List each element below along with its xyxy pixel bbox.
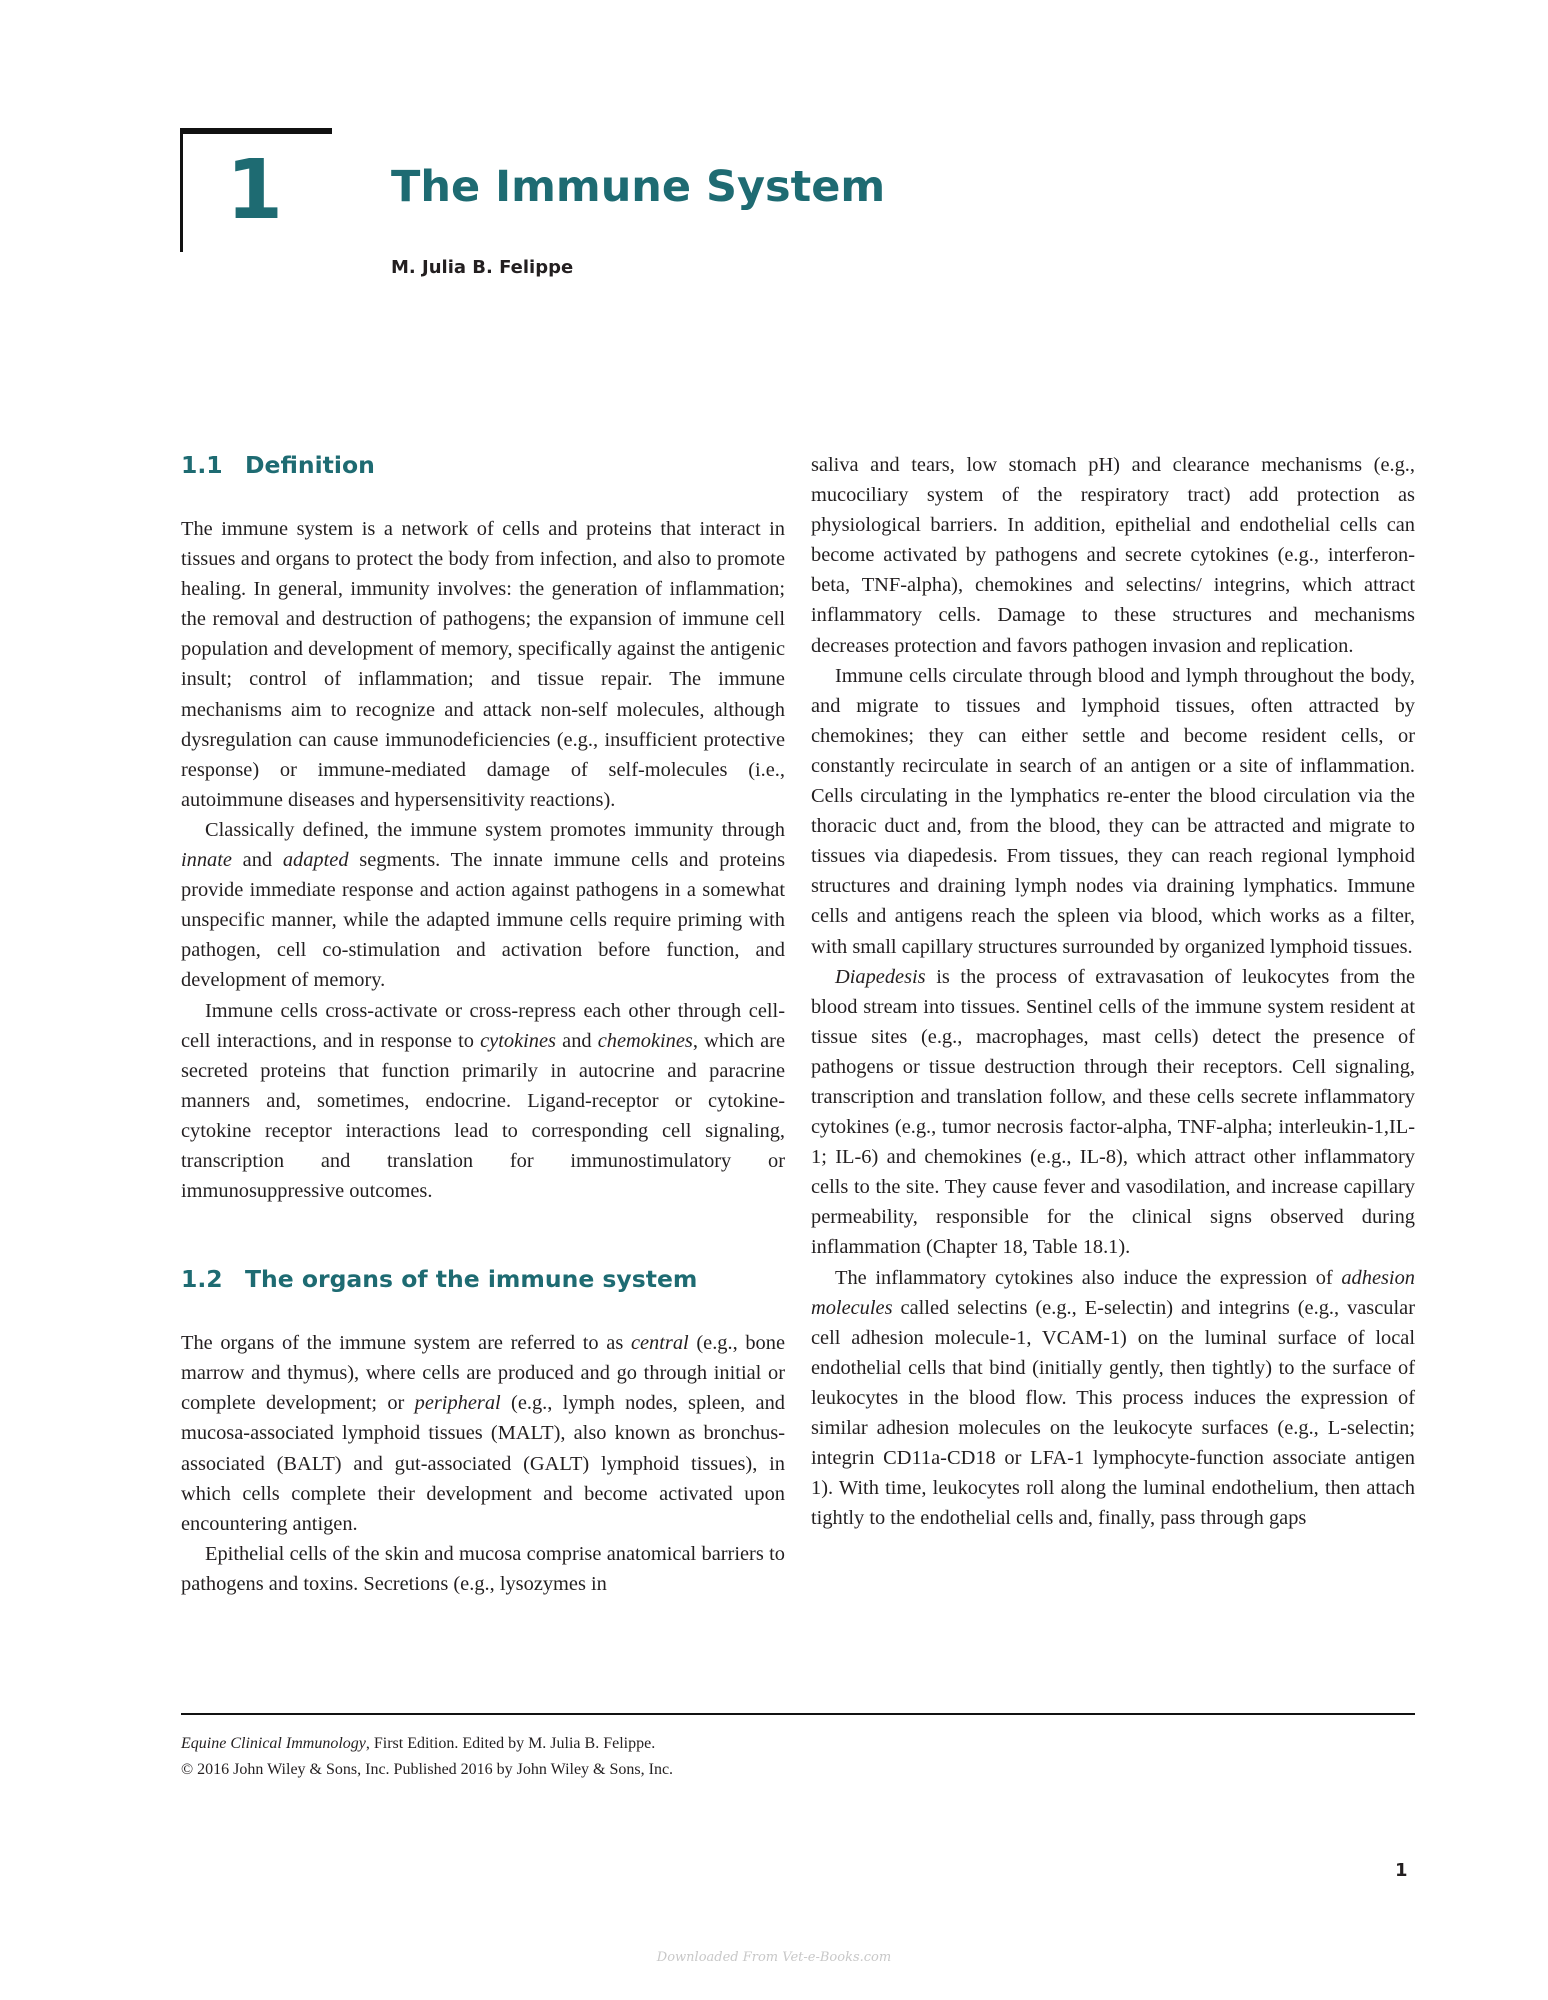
paragraph: Classically defined, the immune system promotes immunity through innate and adapted segments. The innate immune cells and proteins provide immediate response and action against pathogens in a somewhat unspecific manner, while the adapted immune cells require priming with pathogen, cell co-stimulation and activation before function, and development of memory. xyxy=(181,818,785,992)
chapter-frame-top-rule xyxy=(180,128,332,134)
chapter-title: The Immune System xyxy=(391,162,886,212)
section-spacer xyxy=(181,1294,785,1328)
footnote-line-2: © 2016 John Wiley & Sons, Inc. Published 2016 by John Wiley & Sons, Inc. xyxy=(181,1761,674,1778)
chapter-author: M. Julia B. Felippe xyxy=(391,257,574,278)
paragraph: Immune cells cross-activate or cross-repress each other through cell-cell interactions, and in response to cytokines and chemokines, which are secreted proteins that function primarily in autocrine and paracrine manners and, sometimes, endocrine. Ligand-receptor or cytokine-cytokine receptor interactions lead to corresponding cell signaling, transcription and translation for immunostimulatory or immunosuppressive outcomes. xyxy=(181,999,786,1203)
right-column xyxy=(811,450,1415,1533)
section-title: Definition xyxy=(245,451,375,479)
watermark: Downloaded From Vet-e-Books.com xyxy=(656,1950,892,1965)
footnote-rule xyxy=(181,1713,1415,1715)
paragraph: The organs of the immune system are referred to as central (e.g., bone marrow and thymus), where cells are produced and go through initial or complete development; or peripheral (e.g., lymph nodes, spleen, and mucosa-associated lymphoid tissues (MALT), also known as bronchus-associated (BALT) and gut-associated (GALT) lymphoid tissues), in which cells complete their development and become activated upon encountering antigen. xyxy=(181,1332,785,1535)
page-number: 1 xyxy=(1395,1860,1408,1881)
left-column xyxy=(181,450,785,1599)
paragraph: The inflammatory cytokines also induce the expression of adhesion molecules called selectins (e.g., E-selectin) and integrins (e.g., vascular cell adhesion molecule-1, VCAM-1) on the luminal surface of local endothelial cells that bind (initially gently, then tightly) to the surface of leukocytes in the blood flow. This process induces the expression of similar adhesion molecules on the leukocyte surfaces (e.g., L-selectin; integrin CD11a-CD18 or LFA-1 lymphocyte-function associate antigen 1). With time, leukocytes roll along the luminal endothelium, then attach tightly to the endothelial cells and, finally, pass through gaps xyxy=(811,1266,1415,1530)
paragraph: Immune cells circulate through blood and lymph throughout the body, and migrate to tissues and lymphoid tissues, often attracted by chemokines; they can either settle and become resident cells, or constantly recirculate in search of an antigen or a site of inflammation. Cells circulating in the lymphatics re-enter the blood circulation via the thoracic duct and, from the blood, they can be attracted and migrate to tissues via diapedesis. From tissues, they can reach regional lymphoid structures and draining lymph nodes via draining lymphatics. Immune cells and antigens reach the spleen via blood, which works as a filter, with small capillary structures surrounded by organized lymphoid tissues. xyxy=(811,664,1415,958)
chapter-number: 1 xyxy=(226,143,284,238)
copyright-footnote xyxy=(181,1731,1081,1783)
book-title: Equine Clinical Immunology xyxy=(181,1735,366,1752)
section-number: 1.2 xyxy=(181,1265,223,1294)
section-heading-1-2 xyxy=(181,1264,785,1294)
chapter-frame-left-rule xyxy=(180,128,183,252)
footnote-line-1: Equine Clinical Immunology, First Edition. Edited by M. Julia B. Felippe. xyxy=(181,1735,656,1752)
paragraph: saliva and tears, low stomach pH) and clearance mechanisms (e.g., mucociliary system of the respiratory tract) add protection as physiological barriers. In addition, epithelial and endothelial cells can become activated by pathogens and secrete cytokines (e.g., interferon-beta, TNF-alpha), chemokines and selectins/ integrins, which attract inflammatory cells. Damage to these structures and mechanisms decreases protection and favors pathogen invasion and replication. xyxy=(811,454,1415,657)
section-number: 1.1 xyxy=(181,451,223,479)
paragraph: Epithelial cells of the skin and mucosa comprise anatomical barriers to pathogens and toxins. Secretions (e.g., lysozymes in xyxy=(181,1542,785,1595)
section-spacer xyxy=(181,480,785,514)
paragraph: Diapedesis is the process of extravasation of leukocytes from the blood stream into tissues. Sentinel cells of the immune system resident at tissue sites (e.g., macrophages, mast cells) detect the presence of pathogens or tissue destruction through their receptors. Cell signaling, transcription and translation follow, and these cells secrete inflammatory cytokines (e.g., tumor necrosis factor-alpha, TNF-alpha; interleukin-1,IL-1; IL-6) and chemokines (e.g., IL-8), which attract other inflammatory cells to the site. They cause fever and vasodilation, and increase capillary permeability, responsible for the clinical signs observed during inflammation (Chapter 18, Table 18.1). xyxy=(811,965,1415,1259)
paragraph: The immune system is a network of cells and proteins that interact in tissues and organs to protect the body from infection, and also to promote healing. In general, immunity involves: the generation of inflammation; the removal and destruction of pathogens; the expansion of immune cell population and development of memory, specifically against the antigenic insult; control of inflammation; and tissue repair. The immune mechanisms aim to recognize and attack non-self molecules, although dysregulation can cause immunodeficiencies (e.g., insufficient protective response) or immune-mediated damage of self-molecules (i.e., autoimmune diseases and hypersensitivity reactions). xyxy=(181,518,785,811)
section-heading-1-1 xyxy=(181,450,785,480)
section-title: The organs of the immune system xyxy=(245,1265,698,1294)
